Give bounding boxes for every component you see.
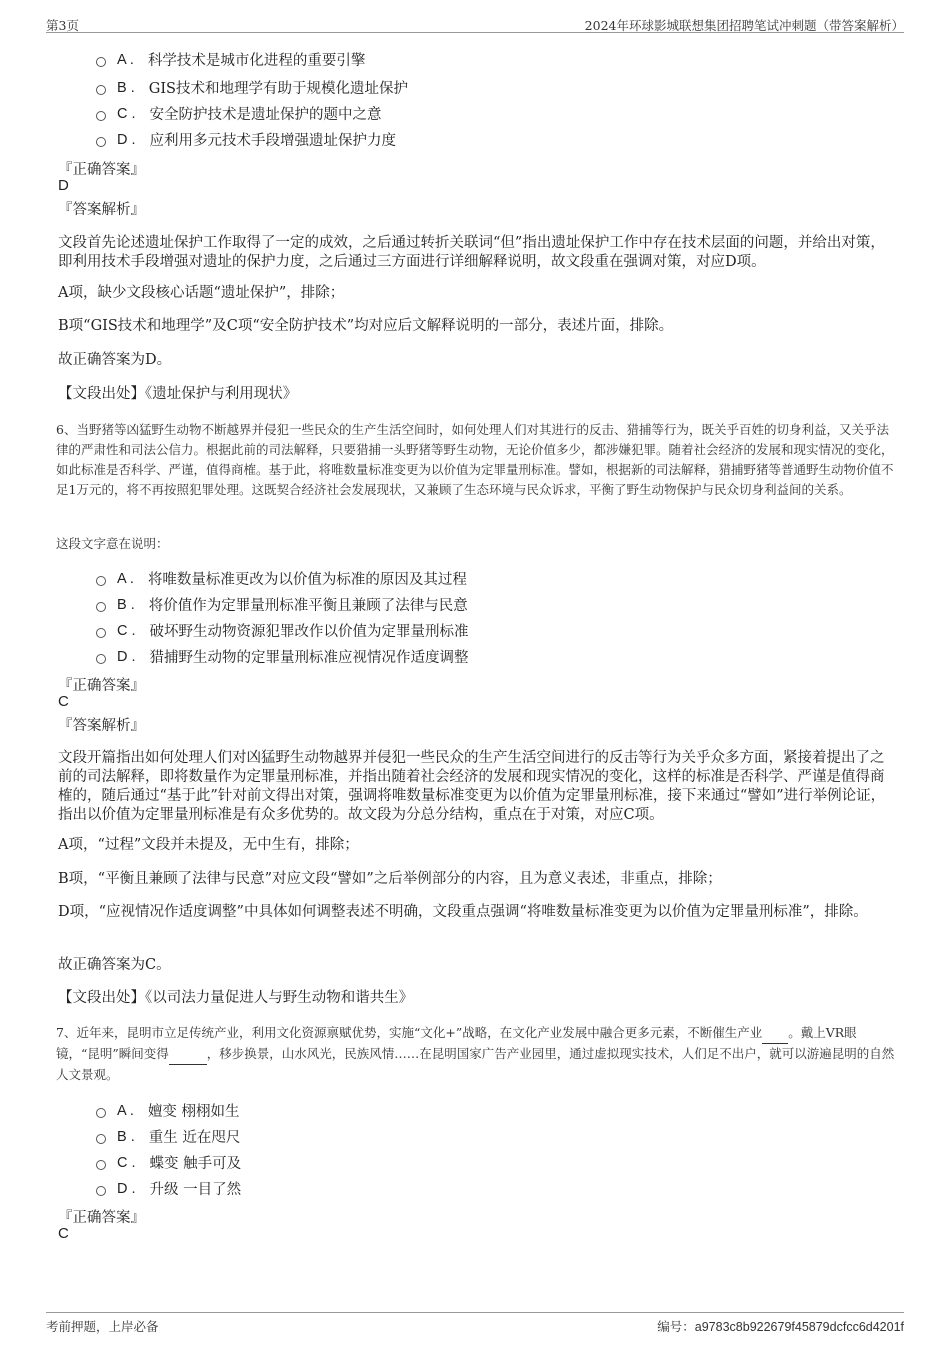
q5-analysis-paragraph: A项，缺少文段核心话题“遗址保护”，排除； — [58, 285, 345, 301]
radio-icon[interactable] — [96, 1134, 106, 1144]
q6-analysis-label: 『答案解析』 — [58, 718, 145, 734]
radio-icon[interactable] — [96, 85, 106, 95]
page-header — [46, 14, 904, 33]
q5-analysis-label: 『答案解析』 — [58, 202, 145, 218]
radio-icon[interactable] — [96, 1108, 106, 1118]
q5-answer-label: 『正确答案』 — [58, 162, 145, 178]
q7-option-d[interactable]: D . 升级 一目了然 — [96, 1178, 241, 1199]
q7-answer: C — [58, 1225, 69, 1242]
q7-option-a[interactable]: A . 嬗变 栩栩如生 — [96, 1100, 240, 1121]
q5-answer: D — [58, 177, 69, 194]
q6-analysis-paragraph: 文段开篇指出如何处理人们对凶猛野生动物越界并侵犯一些民众的生产生活空间进行的反击等行为关乎众多方面，紧接着提出了之前的司法解释，即将数量作为定罪量刑标准，并指出随着社会经济的发展和现实情况的变化，这样的标准是否科学、严谨是值得商榷的，随后通过“基于此”针对前文得出对策，强调将唯数量标准变更为以价值为定罪量刑标准，接下来通过“譬如”进行举例论证，指出以价值为定罪量刑标准是有众多优势的。故文段为分总分结构，重点在于对策，对应C项。 — [58, 750, 886, 823]
q7-stem: 7、近年来，昆明市立足传统产业，利用文化资源禀赋优势，实施“文化+”战略，在文化产业发展中融合更多元素，不断催生产业 。戴上VR眼镜，“昆明”瞬间变得 ，移步换景，山水风光，民族风情……在昆明国家广告产业园里，通过虚拟现实技术，人们足不出户，就可以游遍昆明的自然人文景观。 — [56, 1025, 895, 1082]
q5-analysis-paragraph: 故正确答案为D。 — [58, 352, 172, 368]
page-footer — [46, 1312, 904, 1337]
q5-source: 【文段出处】《遗址保护与利用现状》 — [58, 386, 298, 402]
radio-icon[interactable] — [96, 137, 106, 147]
q5-analysis-paragraph: 文段首先论述遗址保护工作取得了一定的成效，之后通过转折关联词“但”指出遗址保护工作中存在技术层面的问题，并给出对策，即利用技术手段增强对遗址的保护力度，之后通过三方面进行详细解释说明，故文段重在强调对策，对应D项。 — [58, 235, 885, 270]
radio-icon[interactable] — [96, 111, 106, 121]
q6-stem: 6、当野猪等凶猛野生动物不断越界并侵犯一些民众的生产生活空间时，如何处理人们对其进行的反击、猎捕等行为，既关乎百姓的切身利益，又关乎法律的严肃性和司法公信力。根据此前的司法解释，只要猎捕一头野猪等野生动物，无论价值多少，都涉嫌犯罪。随着社会经济的发展和现实情况的变化，如此标准是否科学、严谨，值得商榷。基于此，将唯数量标准变更为以价值为定罪量刑标准。譬如，根据新的司法解释，猎捕野猪等普通野生动物价值不足1万元的，将不再按照犯罪处理。这既契合经济社会发展现状，又兼顾了生态环境与民众诉求，平衡了野生动物保护与民众切身利益间的关系。 — [56, 422, 894, 497]
q5-option-d[interactable]: D . 应利用多元技术手段增强遗址保护力度 — [96, 129, 396, 150]
q6-option-a[interactable]: A . 将唯数量标准更改为以价值为标准的原因及其过程 — [96, 568, 467, 589]
q6-option-c[interactable]: C . 破坏野生动物资源犯罪改作以价值为定罪量刑标准 — [96, 620, 469, 641]
radio-icon[interactable] — [96, 1186, 106, 1196]
q7-answer-label: 『正确答案』 — [58, 1210, 145, 1226]
q5-option-a[interactable]: A . 科学技术是城市化进程的重要引擎 — [96, 49, 365, 70]
q6-analysis-paragraph: 故正确答案为C。 — [58, 957, 171, 973]
radio-icon[interactable] — [96, 654, 106, 664]
q6-option-d[interactable]: D . 猎捕野生动物的定罪量刑标准应视情况作适度调整 — [96, 646, 469, 667]
document-code: 编号：a9783c8b922679f45879dcfcc6d4201f — [657, 1319, 904, 1334]
fill-blank[interactable] — [762, 1023, 788, 1044]
page-number: 第3页 — [46, 18, 79, 33]
radio-icon[interactable] — [96, 602, 106, 612]
q5-option-b[interactable]: B . GIS技术和地理学有助于规模化遗址保护 — [96, 77, 408, 98]
radio-icon[interactable] — [96, 576, 106, 586]
fill-blank[interactable] — [169, 1044, 207, 1065]
q6-analysis-paragraph: D项，“应视情况作适度调整”中具体如何调整表述不明确，文段重点强调“将唯数量标准变更为以价值为定罪量刑标准”，排除。 — [58, 904, 868, 920]
q6-analysis-paragraph: B项，“平衡且兼顾了法律与民意”对应文段“譬如”之后举例部分的内容，且为意义表述，非重点，排除； — [58, 871, 722, 887]
q6-analysis-paragraph: A项，“过程”文段并未提及，无中生有，排除； — [58, 837, 359, 853]
q6-source: 【文段出处】《以司法力量促进人与野生动物和谐共生》 — [58, 990, 414, 1006]
q6-prompt: 这段文字意在说明： — [56, 536, 169, 551]
q6-answer: C — [58, 693, 69, 710]
q5-analysis-paragraph: B项“GIS技术和地理学”及C项“安全防护技术”均对应后文解释说明的一部分，表述片面，排除。 — [58, 318, 674, 334]
q7-option-b[interactable]: B . 重生 近在咫尺 — [96, 1126, 240, 1147]
radio-icon[interactable] — [96, 628, 106, 638]
radio-icon[interactable] — [96, 1160, 106, 1170]
document-title: 2024年环球影城联想集团招聘笔试冲刺题（带答案解析） — [584, 18, 904, 33]
q6-answer-label: 『正确答案』 — [58, 678, 145, 694]
q5-option-c[interactable]: C . 安全防护技术是遗址保护的题中之意 — [96, 103, 382, 124]
footer-slogan: 考前押题，上岸必备 — [46, 1319, 159, 1334]
radio-icon[interactable] — [96, 57, 106, 67]
q7-option-c[interactable]: C . 蝶变 触手可及 — [96, 1152, 241, 1173]
q6-option-b[interactable]: B . 将价值作为定罪量刑标准平衡且兼顾了法律与民意 — [96, 594, 468, 615]
